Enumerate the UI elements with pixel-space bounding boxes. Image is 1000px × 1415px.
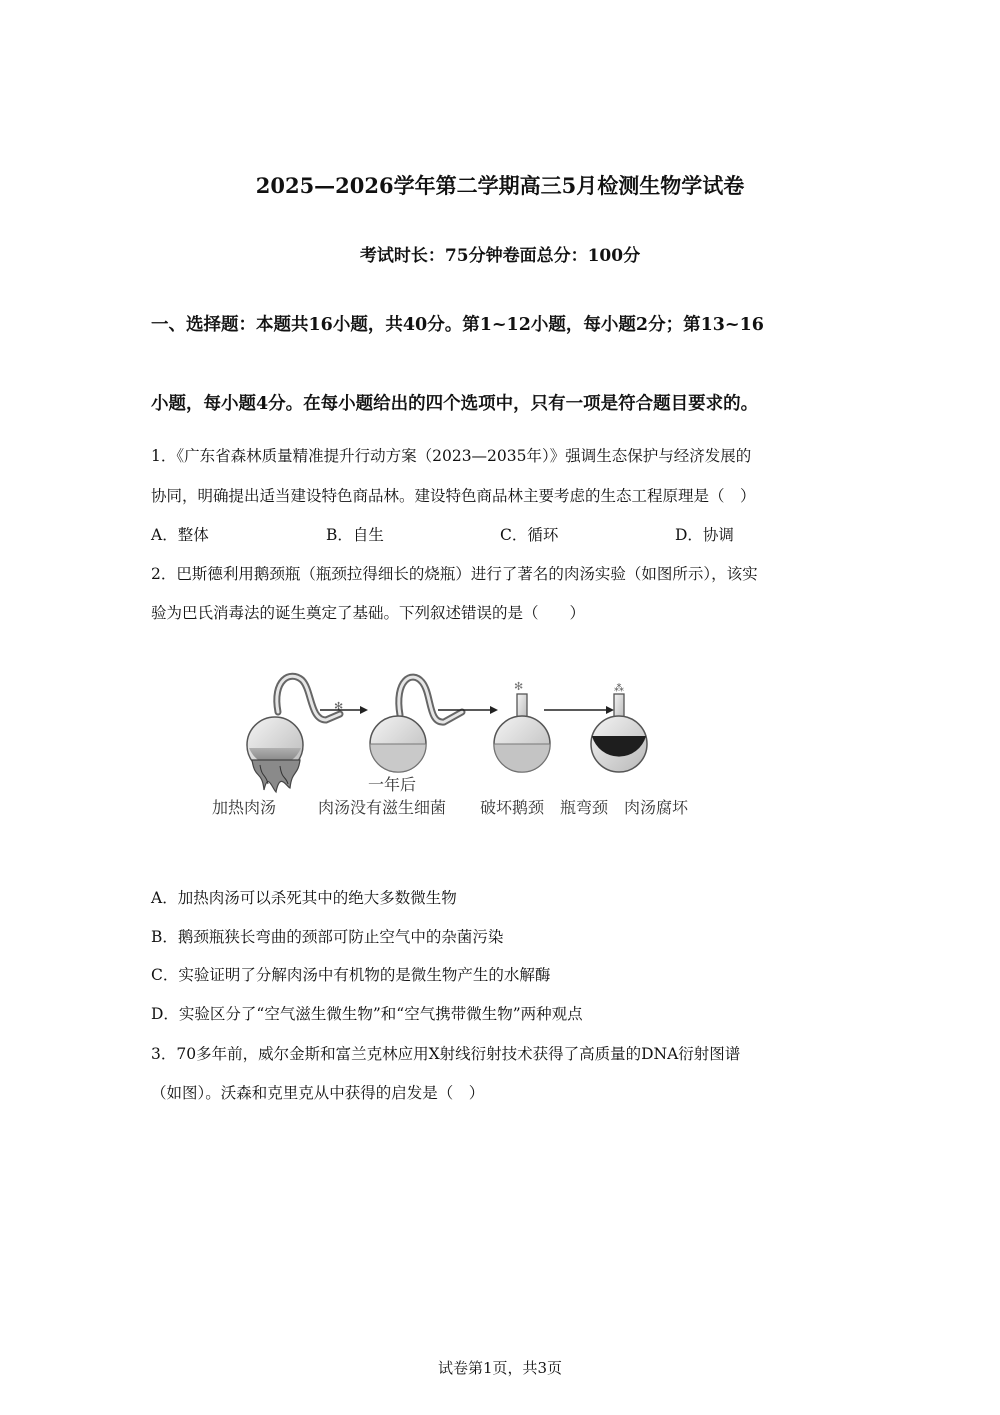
label-broth-spoiled: 肉汤腐坏 [624, 798, 689, 817]
question-1-option-a: A．整体 [151, 526, 209, 544]
question-1-option-d: D．协调 [675, 526, 734, 544]
question-1-line1: 1．《广东省森林质量精准提升行动方案（2023—2035年）》强调生态保护与经济发展的 [151, 447, 752, 465]
exam-title: 2025—2026学年第二学期高三5月检测生物学试卷 [255, 173, 745, 198]
label-no-bacteria: 肉汤没有滋生细菌 [318, 798, 447, 817]
question-2-option-a: A．加热肉汤可以杀死其中的绝大多数微生物 [151, 889, 457, 907]
flask-heated [247, 676, 343, 792]
question-3-line2: （如图）。沃森和克里克从中获得的启发是（ ） [151, 1084, 485, 1102]
svg-text:⁂: ⁂ [614, 683, 624, 694]
label-heated-broth: 加热肉汤 [212, 798, 277, 817]
section-heading-line2: 小题，每小题4分。在每小题给出的四个选项中，只有一项是符合题目要求的。 [151, 394, 759, 414]
question-2-option-c: C．实验证明了分解肉汤中有机物的是微生物产生的水解酶 [151, 966, 551, 984]
page-footer: 试卷第1页，共3页 [437, 1359, 563, 1377]
question-2-line2: 验为巴氏消毒法的诞生奠定了基础。下列叙述错误的是（ ） [151, 604, 586, 622]
question-2-option-b: B．鹅颈瓶狭长弯曲的颈部可防止空气中的杂菌污染 [151, 928, 504, 946]
question-1-line2: 协同，明确提出适当建设特色商品林。建设特色商品林主要考虑的生态工程原理是（ ） [151, 487, 756, 505]
svg-text:✻: ✻ [334, 700, 344, 713]
label-bent-neck: 瓶弯颈 [560, 798, 609, 817]
question-3-line1: 3．70多年前，威尔金斯和富兰克林应用X射线衍射技术获得了高质量的DNA衍射图谱 [151, 1045, 741, 1063]
question-2-line1: 2．巴斯德利用鹅颈瓶（瓶颈拉得细长的烧瓶）进行了著名的肉汤实验（如图所示），该实 [151, 565, 758, 583]
label-broken-neck: 破坏鹅颈 [480, 798, 545, 817]
question-1-option-b: B．自生 [326, 526, 384, 544]
label-one-year: 一年后 [368, 775, 417, 794]
flask-spoiled [591, 682, 647, 772]
svg-text:✻: ✻ [514, 680, 524, 693]
exam-subtitle: 考试时长：75分钟卷面总分：100分 [359, 246, 641, 266]
question-2-option-d: D．实验区分了“空气滋生微生物”和“空气携带微生物”两种观点 [151, 1005, 583, 1023]
flask-one-year [370, 677, 462, 772]
section-heading-line1: 一、选择题：本题共16小题，共40分。第1~12小题，每小题2分；第13~16 [151, 315, 764, 335]
flask-broken-neck [494, 680, 550, 772]
swan-neck-flask-figure [200, 660, 710, 825]
question-1-option-c: C．循环 [500, 526, 559, 544]
